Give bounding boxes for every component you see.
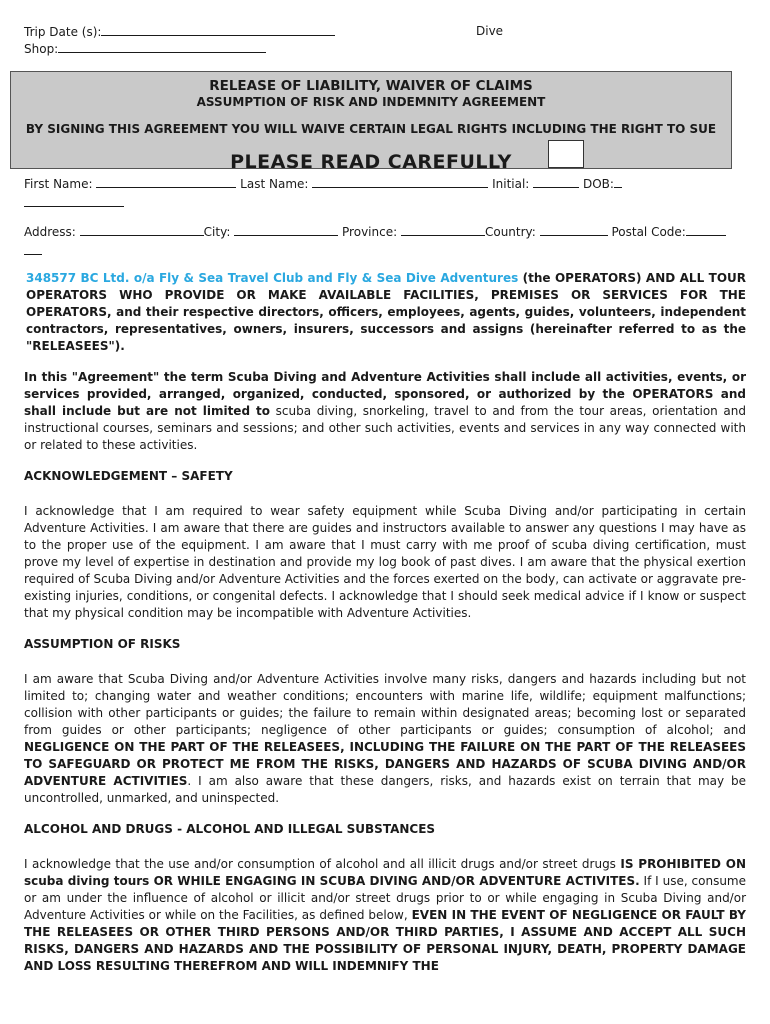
province-field[interactable] <box>401 223 485 236</box>
alcohol-heading: ALCOHOL AND DRUGS - ALCOHOL AND ILLEGAL SUBSTANCES <box>24 822 436 836</box>
city-label: City: <box>203 225 231 239</box>
dive-label: Dive <box>476 24 504 38</box>
alcohol-paragraph <box>24 856 746 975</box>
safety-heading: ACKNOWLEDGEMENT – SAFETY <box>24 469 233 483</box>
risks-negligence-bold: NEGLIGENCE ON THE PART OF THE RELEASEES, INCLUDING THE FAILURE ON THE PART OF THE RELEASEES TO SAFEGUARD OR PROTECT ME FROM THE RISKS, DANGERS AND HAZARDS OF SCUBA DIVING AND/OR ADVENTURE ACTIVITIES <box>24 740 746 788</box>
city-field[interactable] <box>234 223 338 236</box>
safety-paragraph: I acknowledge that I am required to wear safety equipment while Scuba Diving and/or participating in certain Adventure Activities. I am aware that there are guides and instructors available to answer any questions I may have as to the proper use of the equipment. I am aware that I must carry with me proof of scuba diving certification, must prove my level of expertise in destination and provide my log book of past dives. I am aware that the physical exertion required of Scuba Diving and/or Adventure Activities and the forces exerted on the body, can activate or aggravate pre-existing injuries, conditions, or congenital defects. I acknowledge that I should seek medical advice if I know or suspect that my physical condition may be incompatible with Adventure Activities. <box>24 504 746 620</box>
releasees-definition: (the OPERATORS) AND ALL TOUR OPERATORS WHO PROVIDE OR MAKE AVAILABLE FACILITIES, PREMISES OR SERVICES FOR THE OPERATORS, and their respective directors, officers, employees, agents, guides, volunteers, independent contractors, representatives, owners, insurers, successors and assigns (hereinafter referred to as the "RELEASEES"). <box>26 271 747 353</box>
first-name-label: First Name: <box>24 177 93 191</box>
dob-field[interactable] <box>614 175 622 188</box>
address-label: Address: <box>24 225 76 239</box>
activities-definition-bold: In this "Agreement" the term Scuba Diving and Adventure Activities shall include all activities, events, or services provided, arranged, organized, conducted, sponsored, or authorized by the OPERATORS and shall include but are not limited to <box>24 370 746 418</box>
name-line <box>24 175 754 193</box>
agreement-subtitle: ASSUMPTION OF RISK AND INDEMNITY AGREEMENT <box>196 95 546 109</box>
first-name-field[interactable] <box>96 175 236 188</box>
postal-code-field-continued[interactable] <box>24 242 42 255</box>
initial-label: Initial: <box>492 177 530 191</box>
activities-definition-rest: scuba diving, snorkeling, travel to and from the tour areas, orientation and instructional courses, seminars and sessions; and other such activities, events and services in any way connected with or related to these activities. <box>24 404 746 452</box>
risks-text-b: . I am also aware that these dangers, risks, and hazards exist on terrain that may be uncontrolled, unmarked, and uninspected. <box>24 774 747 805</box>
province-label: Province: <box>342 225 398 239</box>
trip-date-line <box>24 23 354 41</box>
alcohol-text-b: If I use, consume or am under the influence of alcohol or illicit and/or street drugs prior to or while engaging in Scuba Diving and/or Adventure Activities or while on the Facilities, as defined below, <box>24 874 747 922</box>
risks-paragraph <box>24 671 746 807</box>
operator-name: 348577 BC Ltd. o/a Fly & Sea Travel Club and Fly & Sea Dive Adventures <box>26 271 519 285</box>
trip-date-label: Trip Date (s): <box>24 25 102 39</box>
shop-field[interactable] <box>58 40 266 53</box>
agreement-body <box>24 270 746 975</box>
please-read-carefully: PLEASE READ CAREFULLY <box>230 151 512 169</box>
last-name-label: Last Name: <box>240 177 309 191</box>
postal-code-field[interactable] <box>686 223 726 236</box>
waiver-warning: BY SIGNING THIS AGREEMENT YOU WILL WAIVE CERTAIN LEGAL RIGHTS INCLUDING THE RIGHT TO SUE <box>25 122 717 136</box>
dob-field-continued[interactable] <box>24 194 124 207</box>
initial-field[interactable] <box>533 175 579 188</box>
postal-code-label: Postal Code: <box>611 225 686 239</box>
country-label: Country: <box>484 225 536 239</box>
agreement-title: RELEASE OF LIABILITY, WAIVER OF CLAIMS <box>209 78 533 94</box>
risks-text-a: I am aware that Scuba Diving and/or Adventure Activities involve many risks, dangers and hazards including but not limited to; changing water and weather conditions; encounters with marine life, wildlife; equipment malfunctions; collision with other participants or guides; the failure to remain within designated areas; becoming lost or separated from guides or other participants; negligence of other participants or guides; consumption of alcohol; and <box>24 672 746 737</box>
trip-date-field[interactable] <box>101 23 335 36</box>
shop-line <box>24 40 284 58</box>
acknowledge-checkbox[interactable] <box>548 140 584 168</box>
risks-heading: ASSUMPTION OF RISKS <box>24 637 181 651</box>
agreement-header-box <box>10 71 732 169</box>
last-name-field[interactable] <box>312 175 488 188</box>
dob-label: DOB: <box>583 177 614 191</box>
releasees-paragraph <box>24 270 746 355</box>
address-field[interactable] <box>80 223 204 236</box>
shop-label: Shop: <box>24 42 59 56</box>
country-field[interactable] <box>540 223 608 236</box>
activities-definition-paragraph <box>24 369 746 454</box>
address-line <box>24 223 754 241</box>
alcohol-prohibited-bold: IS PROHIBITED ON scuba diving tours OR WHILE ENGAGING IN SCUBA DIVING AND/OR ADVENTURE ACTIVITES. <box>24 857 747 888</box>
alcohol-assume-risk-bold: EVEN IN THE EVENT OF NEGLIGENCE OR FAULT BY THE RELEASEES OR OTHER THIRD PERSONS AND/OR THIRD PARTIES, I ASSUME AND ACCEPT ALL SUCH RISKS, DANGERS AND HAZARDS AND THE POSSIBILITY OF PERSONAL INJURY, DEATH, PROPERTY DAMAGE AND LOSS RESULTING THEREFROM AND WILL INDEMNIFY THE <box>24 908 746 973</box>
alcohol-text-a: I acknowledge that the use and/or consumption of alcohol and all illicit drugs and/or street drugs <box>24 857 621 871</box>
